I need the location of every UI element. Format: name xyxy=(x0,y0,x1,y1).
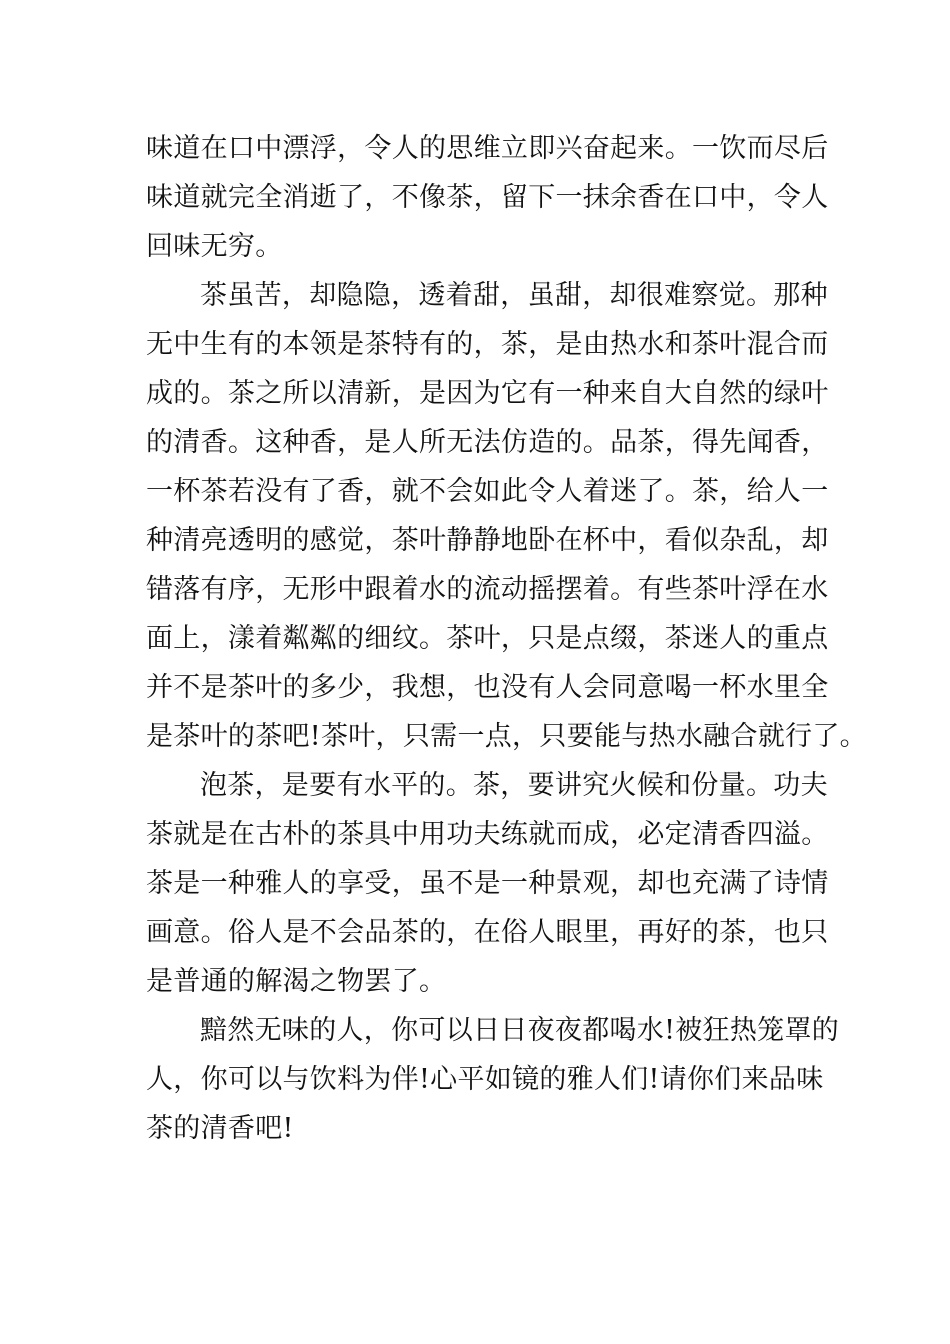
text-line: 无中生有的本领是茶特有的，茶，是由热水和茶叶混合而 xyxy=(146,329,829,360)
text-line: 泡茶，是要有水平的。茶，要讲究火候和份量。功夫 xyxy=(200,770,828,801)
text-line: 茶是一种雅人的享受，虽不是一种景观，却也充满了诗情 xyxy=(146,868,829,899)
text-line: 茶的清香吧! xyxy=(146,1113,294,1144)
text-line: 成的。茶之所以清新，是因为它有一种来自大自然的绿叶 xyxy=(146,378,829,409)
text-line: 味道就完全消逝了，不像茶，留下一抹余香在口中，令人 xyxy=(146,182,829,213)
text-line: 的清香。这种香，是人所无法仿造的。品茶，得先闻香， xyxy=(146,427,829,458)
text-line: 一杯茶若没有了香，就不会如此令人着迷了。茶，给人一 xyxy=(146,476,829,507)
text-line: 是普通的解渴之物罢了。 xyxy=(146,966,447,997)
paragraph xyxy=(146,271,867,761)
paragraph xyxy=(146,124,829,271)
text-line: 黯然无味的人，你可以日日夜夜都喝水!被狂热笼罩的 xyxy=(200,1015,840,1046)
text-line: 面上，漾着粼粼的细纹。茶叶，只是点缀，茶迷人的重点 xyxy=(146,623,829,654)
paragraph xyxy=(146,761,829,1006)
text-line: 茶就是在古朴的茶具中用功夫练就而成，必定清香四溢。 xyxy=(146,819,829,850)
text-line: 种清亮透明的感觉，茶叶静静地卧在杯中，看似杂乱，却 xyxy=(146,525,829,556)
text-line: 错落有序，无形中跟着水的流动摇摆着。有些茶叶浮在水 xyxy=(146,574,829,605)
text-line: 并不是茶叶的多少，我想，也没有人会同意喝一杯水里全 xyxy=(146,672,829,703)
text-line: 人，你可以与饮料为伴!心平如镜的雅人们!请你们来品味 xyxy=(146,1064,824,1095)
text-line: 茶虽苦，却隐隐，透着甜，虽甜，却很难察觉。那种 xyxy=(200,280,828,311)
text-line: 是茶叶的茶吧!茶叶，只需一点，只要能与热水融合就行了。 xyxy=(146,721,867,752)
article-body xyxy=(146,124,867,1153)
text-line: 回味无穷。 xyxy=(146,231,283,262)
text-line: 味道在口中漂浮，令人的思维立即兴奋起来。一饮而尽后 xyxy=(146,133,829,164)
paragraph xyxy=(146,1006,840,1153)
text-line: 画意。俗人是不会品茶的，在俗人眼里，再好的茶，也只 xyxy=(146,917,829,948)
